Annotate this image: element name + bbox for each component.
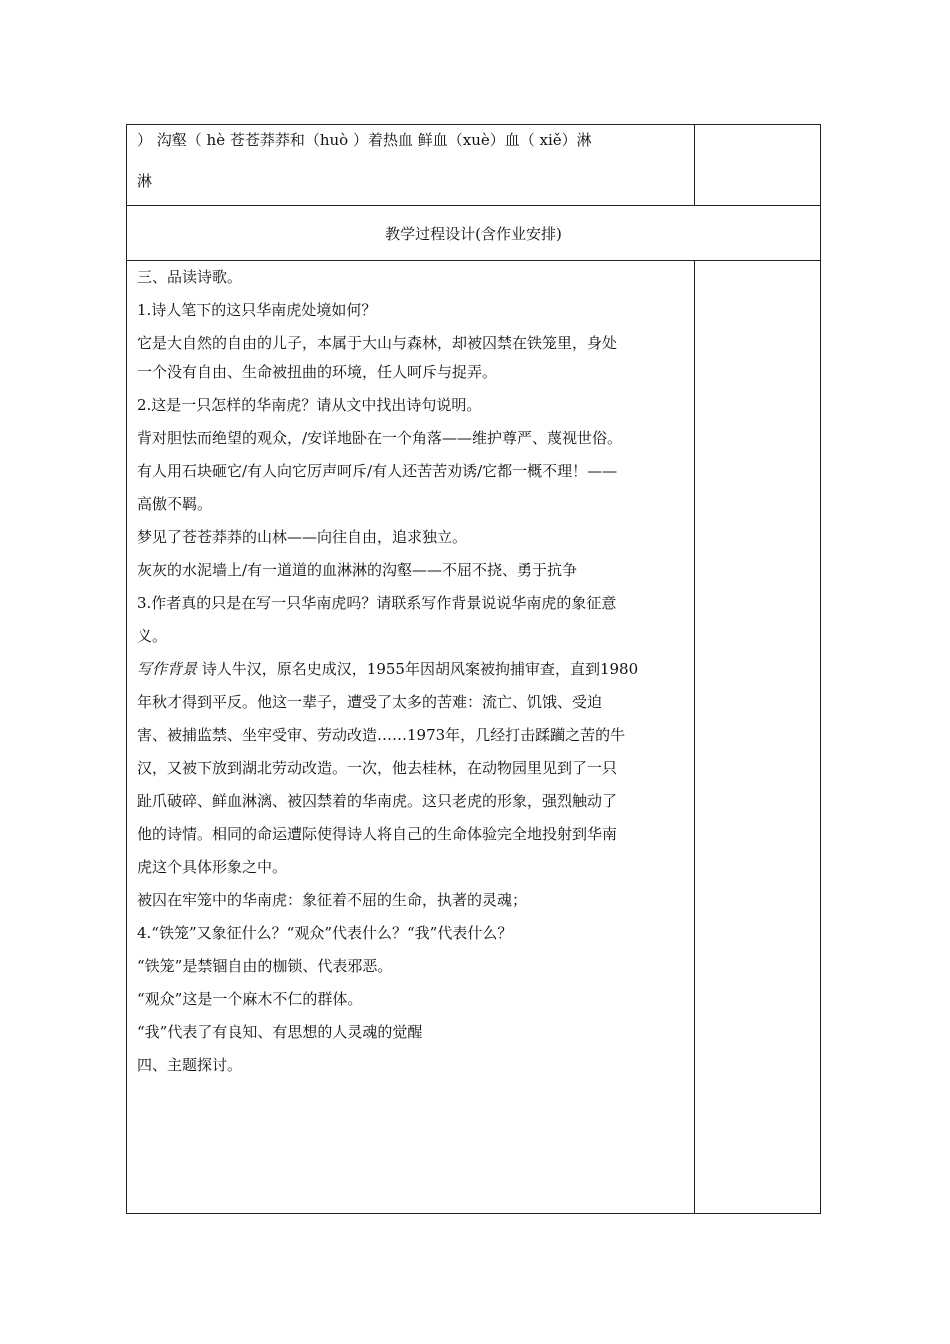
vocab-row bbox=[127, 125, 821, 206]
question-3-line-1: 3.作者真的只是在写一只华南虎吗？请联系写作背景说说华南虎的象征意 bbox=[137, 594, 617, 612]
background-label: 写作背景 bbox=[137, 660, 198, 678]
vocab-line-2: 淋 bbox=[137, 172, 153, 190]
answer-4-line-3: “我”代表了有良知、有思想的人灵魂的觉醒 bbox=[137, 1023, 423, 1041]
background-line-3: 害、被捕监禁、坐牢受审、劳动改造……1973年，几经打击蹂躏之苦的牛 bbox=[137, 726, 626, 744]
background-line-7: 虎这个具体形象之中。 bbox=[137, 858, 288, 876]
answer-2-line-5: 灰灰的水泥墙上/有一道道的血淋淋的沟壑——不屈不挠、勇于抗争 bbox=[137, 561, 578, 579]
answer-2-line-4: 梦见了苍苍莽莽的山林——向往自由，追求独立。 bbox=[137, 528, 468, 546]
vocab-line-1: ） 沟壑（ hè 苍苍莽莽和（huò ）着热血 鲜血（xuè）血（ xiě）淋 bbox=[137, 131, 592, 149]
answer-2-line-2: 有人用石块砸它/有人向它厉声呵斥/有人还苦苦劝诱/它都一概不理！—— bbox=[137, 462, 618, 480]
answer-4-line-1: “铁笼”是禁锢自由的枷锁、代表邪恶。 bbox=[137, 957, 393, 975]
answer-3: 被囚在牢笼中的华南虎：象征着不屈的生命，执著的灵魂； bbox=[137, 891, 528, 909]
lesson-plan-table bbox=[126, 124, 821, 1214]
lesson-plan-table-wrapper bbox=[126, 124, 820, 1214]
answer-4-line-2: “观众”这是一个麻木不仁的群体。 bbox=[137, 990, 363, 1008]
content-cell bbox=[127, 261, 695, 1214]
question-1: 1.诗人笔下的这只华南虎处境如何？ bbox=[137, 301, 377, 319]
background-text-1: 诗人牛汉，原名史成汉，1955年因胡风案被拘捕审查，直到1980 bbox=[197, 660, 639, 678]
notes-cell-bottom bbox=[695, 261, 821, 1214]
content-row bbox=[127, 261, 821, 1214]
background-line-6: 他的诗情。相同的命运遭际使得诗人将自己的生命体验完全地投射到华南 bbox=[137, 825, 618, 843]
background-line-5: 趾爪破碎、鲜血淋漓、被囚禁着的华南虎。这只老虎的形象，强烈触动了 bbox=[137, 792, 618, 810]
answer-2-line-1: 背对胆怯而绝望的观众，/安详地卧在一个角落——维护尊严、蔑视世俗。 bbox=[137, 429, 623, 447]
answer-2-line-3: 高傲不羁。 bbox=[137, 495, 213, 513]
section-four-title: 四、主题探讨。 bbox=[137, 1056, 243, 1074]
header-row bbox=[127, 206, 821, 261]
question-2: 2.这是一只怎样的华南虎？请从文中找出诗句说明。 bbox=[137, 396, 482, 414]
vocab-cell bbox=[127, 125, 695, 206]
section-three-title: 三、品读诗歌。 bbox=[137, 268, 243, 286]
question-3-line-2: 义。 bbox=[137, 627, 168, 645]
background-line-4: 汉，又被下放到湖北劳动改造。一次，他去桂林，在动物园里见到了一只 bbox=[137, 759, 618, 777]
answer-1-line-2: 一个没有自由、生命被扭曲的环境，任人呵斥与捉弄。 bbox=[137, 363, 498, 381]
section-header: 教学过程设计(含作业安排) bbox=[127, 206, 821, 261]
background-line-1 bbox=[137, 659, 686, 679]
question-4: 4.“铁笼”又象征什么？“观众”代表什么？“我”代表什么？ bbox=[137, 924, 513, 942]
answer-1-line-1: 它是大自然的自由的儿子，本属于大山与森林，却被囚禁在铁笼里，身处 bbox=[137, 334, 618, 352]
background-line-2: 年秋才得到平反。他这一辈子，遭受了太多的苦难：流亡、饥饿、受迫 bbox=[137, 693, 603, 711]
notes-cell-top bbox=[695, 125, 821, 206]
